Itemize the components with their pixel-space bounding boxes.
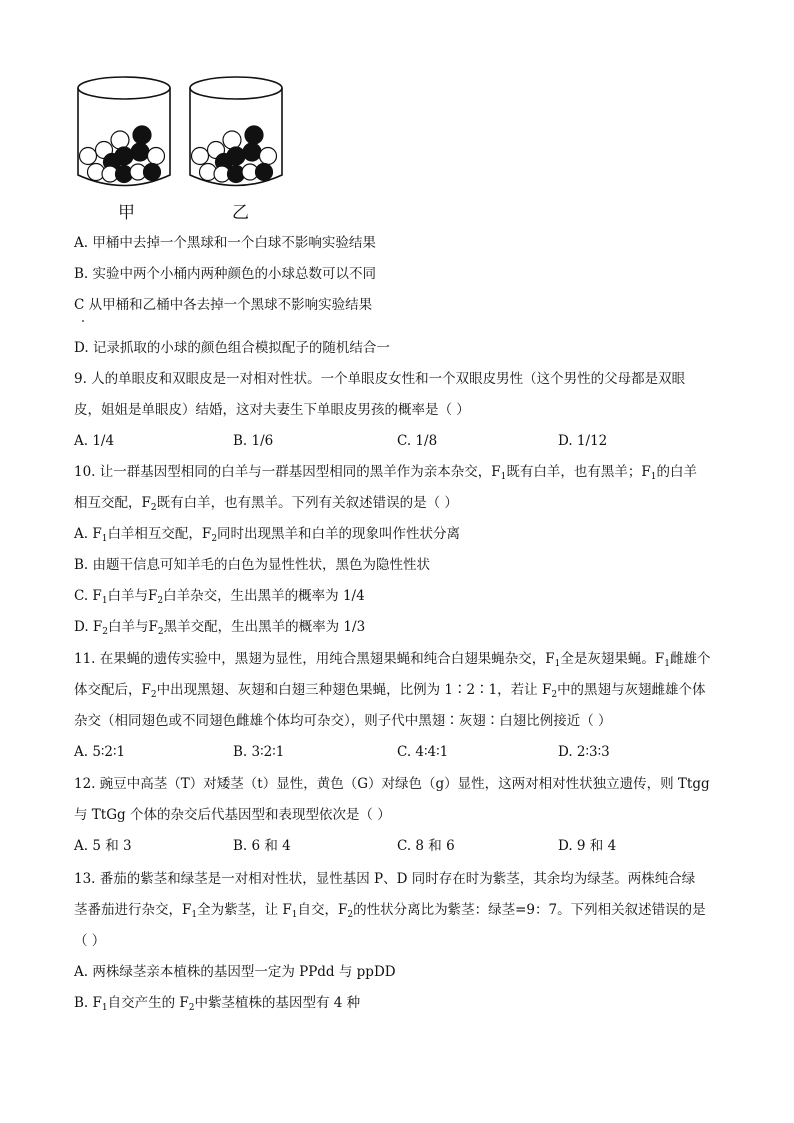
bucket-label-jia: 甲 <box>118 203 135 223</box>
q8-option-c: C 从甲桶和乙桶中各去掉一个黑球不影响实验结果 <box>74 297 373 313</box>
q11-stem-line1: 11. 在果蝇的遗传实验中，黑翅为显性，用纯合黑翅果蝇和纯合白翅果蝇杂交，$F_1$全是灰翅果蝇。$F_1$雌雄个 <box>74 651 711 669</box>
q12-option-b: B. 6 和 4 <box>233 838 291 854</box>
q9-stem-line2: 皮，姐姐是单眼皮）结婚，这对夫妻生下单眼皮男孩的概率是（ ） <box>74 402 470 418</box>
q12-option-d: D. 9 和 4 <box>558 838 617 854</box>
q13-option-b: B. $F_1$自交产生的 $F_2$中紫茎植株的基因型有 4 种 <box>74 995 361 1013</box>
q10-option-b: B. 由题干信息可知羊毛的白色为显性性状，黑色为隐性性状 <box>74 557 431 573</box>
q9-option-d: D. 1/12 <box>558 433 608 449</box>
q10-option-a: A. $F_1$白羊相互交配，$F_2$同时出现黑羊和白羊的现象叫作性状分离 <box>74 526 461 544</box>
q9-stem-line1: 9. 人的单眼皮和双眼皮是一对相对性状。一个单眼皮女性和一个双眼皮男性（这个男性的父母都是双眼 <box>74 371 686 387</box>
q10-stem-line2: 相互交配，$F_2$既有白羊，也有黑羊。下列有关叙述错误的是（ ） <box>74 495 458 513</box>
q11-option-d: D. 2∶3∶3 <box>558 744 610 760</box>
q9-option-b: B. 1/6 <box>233 433 274 449</box>
q11-option-b: B. 3∶2∶1 <box>233 744 285 760</box>
balls-jia <box>80 126 165 183</box>
q10-option-c: C. $F_1$白羊与$F_2$白羊杂交，生出黑羊的概率为 1/4 <box>74 588 365 606</box>
q9-option-c: C. 1/8 <box>397 433 438 449</box>
q12-option-a: A. 5 和 3 <box>74 838 132 854</box>
q13-stem-line3: （ ） <box>74 933 106 949</box>
q13-stem-line2: 茎番茄进行杂交，$F_1$全为紫茎，让 $F_1$自交，$F_2$的性状分离比为紫茎：绿茎=9：7。下列相关叙述错误的是 <box>74 902 706 920</box>
q11-stem-line2: 体交配后，$F_2$中出现黑翅、灰翅和白翅三种翅色果蝇，比例为 1∶2∶1，若让 $F_2$中的黑翅与灰翅雌雄个体 <box>74 682 706 700</box>
bucket-label-yi: 乙 <box>232 203 249 223</box>
q13-option-a: A. 两株绿茎亲本植株的基因型一定为 PPdd 与 ppDD <box>74 964 396 980</box>
q8-option-b: B. 实验中两个小桶内两种颜色的小球总数可以不同 <box>74 266 377 282</box>
q12-stem-line1: 12. 豌豆中高茎（T）对矮茎（t）显性，黄色（G）对绿色（g）显性，这两对相对性状独立遗传，则 Ttgg <box>74 776 710 792</box>
q9-option-a: A. 1/4 <box>74 433 115 449</box>
balls-yi <box>192 126 277 183</box>
bucket-figure <box>74 72 304 222</box>
q12-stem-line2: 与 TtGg 个体的杂交后代基因型和表现型依次是（ ） <box>74 807 391 823</box>
q10-stem-line1: 10. 让一群基因型相同的白羊与一群基因型相同的黑羊作为亲本杂交，$F_1$既有白羊，也有黑羊；$F_1$的白羊 <box>74 464 697 482</box>
q13-stem-line1: 13. 番茄的紫茎和绿茎是一对相对性状，显性基因 P、D 同时存在时为紫茎，其余均为绿茎。两株纯合绿 <box>74 871 696 887</box>
q11-option-c: C. 4∶4∶1 <box>397 744 449 760</box>
q8-option-d: D. 记录抓取的小球的颜色组合模拟配子的随机结合一 <box>74 340 390 356</box>
q10-option-d: D. $F_2$白羊与$F_2$黑羊交配，生出黑羊的概率为 1/3 <box>74 619 366 637</box>
q8-option-a: A. 甲桶中去掉一个黑球和一个白球不影响实验结果 <box>74 235 376 251</box>
q12-option-c: C. 8 和 6 <box>397 838 455 854</box>
stray-dot <box>82 320 84 322</box>
q11-option-a: A. 5∶2∶1 <box>74 744 126 760</box>
q11-stem-line3: 杂交（相同翅色或不同翅色雌雄个体均可杂交），则子代中黑翅∶灰翅∶白翅比例接近（ ） <box>74 713 612 729</box>
bucket-illustration <box>74 72 304 222</box>
